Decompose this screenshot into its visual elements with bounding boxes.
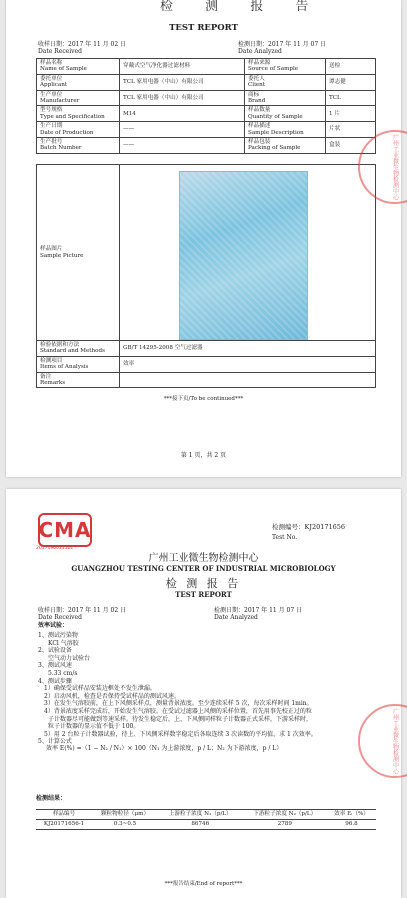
report-title-cn: 检 测 报 告 <box>165 577 242 590</box>
info-value: —— <box>120 138 245 154</box>
info-label-cell <box>37 59 120 75</box>
items-value: 效率 <box>120 356 376 372</box>
sample-info-row <box>37 122 376 138</box>
test-step-line: 1、测试污染物 <box>38 632 78 639</box>
method-label-cn: 检验依据和方法 <box>40 342 80 348</box>
remarks-label-en: Remarks <box>40 380 66 387</box>
sample-info-row <box>37 138 376 154</box>
cma-number: 2017190011521 <box>36 546 74 551</box>
remarks-value <box>120 372 376 388</box>
results-header-cell: 效率 Eᵢ（%） <box>327 810 376 820</box>
test-step-line: 2、试验设备 <box>38 647 72 655</box>
info-label-right-en: Client <box>248 82 266 89</box>
remarks-label-cn: 备注 <box>40 373 52 380</box>
results-header-row <box>36 810 376 820</box>
test-step-line: 5.33 cm/s <box>48 669 78 677</box>
report-page-1 <box>6 0 401 477</box>
info-label-cell <box>37 90 120 106</box>
date-received-en: Date Received <box>38 48 82 55</box>
sample-info-table <box>36 58 376 154</box>
info-label-right-en: Quantity of Sample <box>248 113 303 120</box>
date-received: 收样日期：2017 年 11 月 02 日 <box>38 41 127 48</box>
test-number-en: Test No. <box>272 534 298 541</box>
report-title-en: TEST REPORT <box>175 590 232 599</box>
picture-label-cn: 样品图片 <box>40 246 63 253</box>
date-analyzed-en: Date Analyzed <box>238 48 282 55</box>
info-label-cell-right <box>245 59 326 75</box>
info-value-right: 片状 <box>326 122 376 138</box>
results-header-cell: 上游粒子浓度 N₁（p/L） <box>158 810 243 820</box>
info-label-cn: 生产单位 <box>40 91 63 98</box>
center-name-cn: 广州工业微生物检测中心 <box>148 553 259 564</box>
picture-label-en: Sample Picture <box>40 252 84 259</box>
info-label-en: Applicant <box>40 82 68 89</box>
results-title: 检测结果： <box>36 795 67 802</box>
info-label-right-en: Packing of Sample <box>248 145 301 152</box>
results-header-cell: 样品编号 <box>36 810 92 820</box>
items-label-cn: 检测项目 <box>40 357 63 364</box>
results-header-cell: 下游粒子浓度 N₂（p/L） <box>243 810 328 820</box>
method-label-en: Standard and Methods <box>40 348 105 355</box>
section-title: 效率试验： <box>38 622 69 629</box>
info-label-right-en: Sample Description <box>248 129 304 136</box>
info-value: —— <box>120 122 245 138</box>
info-label-en: Type and Specification <box>40 113 105 120</box>
info-label-cell <box>37 74 120 90</box>
info-label-cell-right <box>245 138 326 154</box>
test-number: 检测编号：KJ20171656 <box>272 523 346 531</box>
date-analyzed-p2: 检测日期：2017 年 11 月 07 日 <box>214 607 303 614</box>
report-header-en: TEST REPORT <box>169 23 238 33</box>
seal-text-page2: 广州工业微生物检测中心 <box>391 708 399 774</box>
info-label-right-cn: 样品来源 <box>248 60 271 66</box>
results-header-cell: 颗粒物粒径（μm） <box>92 810 158 820</box>
test-step-line: 3、测试风速 <box>38 662 72 670</box>
method-label-cell <box>37 341 120 357</box>
info-label-cell <box>37 138 120 154</box>
report-header-cn: 检 测 报 告 <box>160 0 323 14</box>
test-step-line: 5、计算公式 <box>38 738 72 746</box>
info-label-cell-right <box>245 74 326 90</box>
center-name-en: GUANGZHOU TESTING CENTER OF INDUSTRIAL MICROBIOLOGY <box>71 564 336 573</box>
test-step-line: 粒子计数器的显示值不低于 100。 <box>48 723 140 731</box>
info-label-right-cn: 样品描述 <box>248 123 271 130</box>
test-step-line: 2）启动风机，检查是否保持受试样品的测试风速。 <box>44 692 180 700</box>
date-received-en-p2: Date Received <box>38 614 82 621</box>
end-of-report: ***报告结束/End of report*** <box>164 881 243 887</box>
info-label-cn: 生产日期 <box>40 123 63 130</box>
items-label-cell <box>37 356 120 372</box>
date-analyzed: 检测日期：2017 年 11 月 07 日 <box>238 41 327 48</box>
info-label-en: Manufacturer <box>40 98 80 105</box>
sample-info-row <box>37 90 376 106</box>
test-step-line: 子计数器尽可能做到等速采样。待发生稳定后，上、下风侧同样粒子计数器正式采样，下游采样时， <box>48 715 313 723</box>
info-value-right: 谭志健 <box>326 74 376 90</box>
info-label-en: Date of Production <box>40 129 94 136</box>
info-label-right-cn: 样品包装 <box>248 139 271 146</box>
cma-logo <box>38 513 92 547</box>
info-label-cn: 生产批号 <box>40 139 63 146</box>
results-cell: 96.8 <box>327 820 376 830</box>
report-page-2 <box>6 489 401 898</box>
date-analyzed-en-p2: Date Analyzed <box>214 614 258 621</box>
test-step-line: 1）确保受试样品安装边框处不发生泄漏。 <box>44 685 156 693</box>
info-label-cell-right <box>245 122 326 138</box>
results-table <box>36 809 376 830</box>
info-value-right: TCL <box>326 90 376 106</box>
test-step-line: KCl 气溶胶 <box>48 639 79 647</box>
info-label-cell-right <box>245 90 326 106</box>
info-label-right-en: Brand <box>248 98 266 105</box>
info-value: 穿戴式空气净化器过滤材料 <box>120 59 245 75</box>
test-step-line: 空气动力试验台 <box>48 654 91 662</box>
info-label-cn: 型号规格 <box>40 107 63 114</box>
sample-info-row <box>37 59 376 75</box>
test-steps <box>38 632 378 746</box>
seal-text-page1: 广州工业微生物检测中心 <box>391 134 399 200</box>
info-label-right-cn: 样品数量 <box>248 107 271 114</box>
method-value: GB/T 14295-2008 空气过滤器 <box>120 341 376 357</box>
info-label-right-cn: 委托人 <box>248 75 265 82</box>
sample-info-row <box>37 74 376 90</box>
results-cell: 2789 <box>243 820 328 830</box>
items-label-en: Items of Analysis <box>40 364 89 371</box>
efficiency-formula: 效率 E(%) =（1 − N₂ / N₁）× 100（N₁ 为上游浓度，p / L；N₂ 为下游浓度，p / L） <box>46 745 283 752</box>
results-cell: 86746 <box>158 820 243 830</box>
date-received-p2: 收样日期：2017 年 11 月 02 日 <box>38 607 127 614</box>
info-label-right-en: Source of Sample <box>248 66 299 73</box>
info-label-en: Batch Number <box>40 145 82 152</box>
to-be-continued: ***接下页/To be continued*** <box>163 396 244 402</box>
results-cell: 0.3~0.5 <box>92 820 158 830</box>
sample-info-row <box>37 106 376 122</box>
test-step-line: 5）用 2 台粒子计数器试验，待上、下风侧采样数字稳定后各取连续 3 次读数的平均值，求 1 次效率。 <box>44 730 317 738</box>
info-label-cell <box>37 106 120 122</box>
info-label-cell <box>37 122 120 138</box>
results-cell: KJ20171656-1 <box>36 820 92 830</box>
info-value: TCL 家用电器（中山）有限公司 <box>120 74 245 90</box>
info-label-cn: 样品名称 <box>40 60 63 66</box>
info-label-cn: 委托单位 <box>40 75 63 82</box>
info-value-right: 1 片 <box>326 106 376 122</box>
info-label-en: Name of Sample <box>40 66 87 73</box>
test-step-line: 4、测试步骤 <box>38 677 72 685</box>
remarks-label-cell <box>37 372 120 388</box>
page-number: 第 1 页，共 2 页 <box>180 452 227 459</box>
results-row <box>36 820 376 830</box>
test-step-line: 3）在发生气溶胶前，在上下风侧采样点，测量背景浓度。至少连续采样 5 次，每次采样时间 1min。 <box>44 700 313 708</box>
picture-label-cell <box>37 165 120 341</box>
info-value: TCL 家用电器（中山）有限公司 <box>120 90 245 106</box>
test-step-line: 4）背景浓度采样完成后，开始发生气溶胶。在受试过滤器上风侧的采样位置，首先用事先校正过的粒 <box>44 707 312 715</box>
info-value-right: 送检 <box>326 59 376 75</box>
info-label-right-cn: 商标 <box>248 91 260 98</box>
sample-picture <box>179 171 308 340</box>
info-value-right: 盒装 <box>326 138 376 154</box>
info-value: M14 <box>120 106 245 122</box>
cma-logo-text: CMA <box>38 518 92 542</box>
info-label-cell-right <box>245 106 326 122</box>
